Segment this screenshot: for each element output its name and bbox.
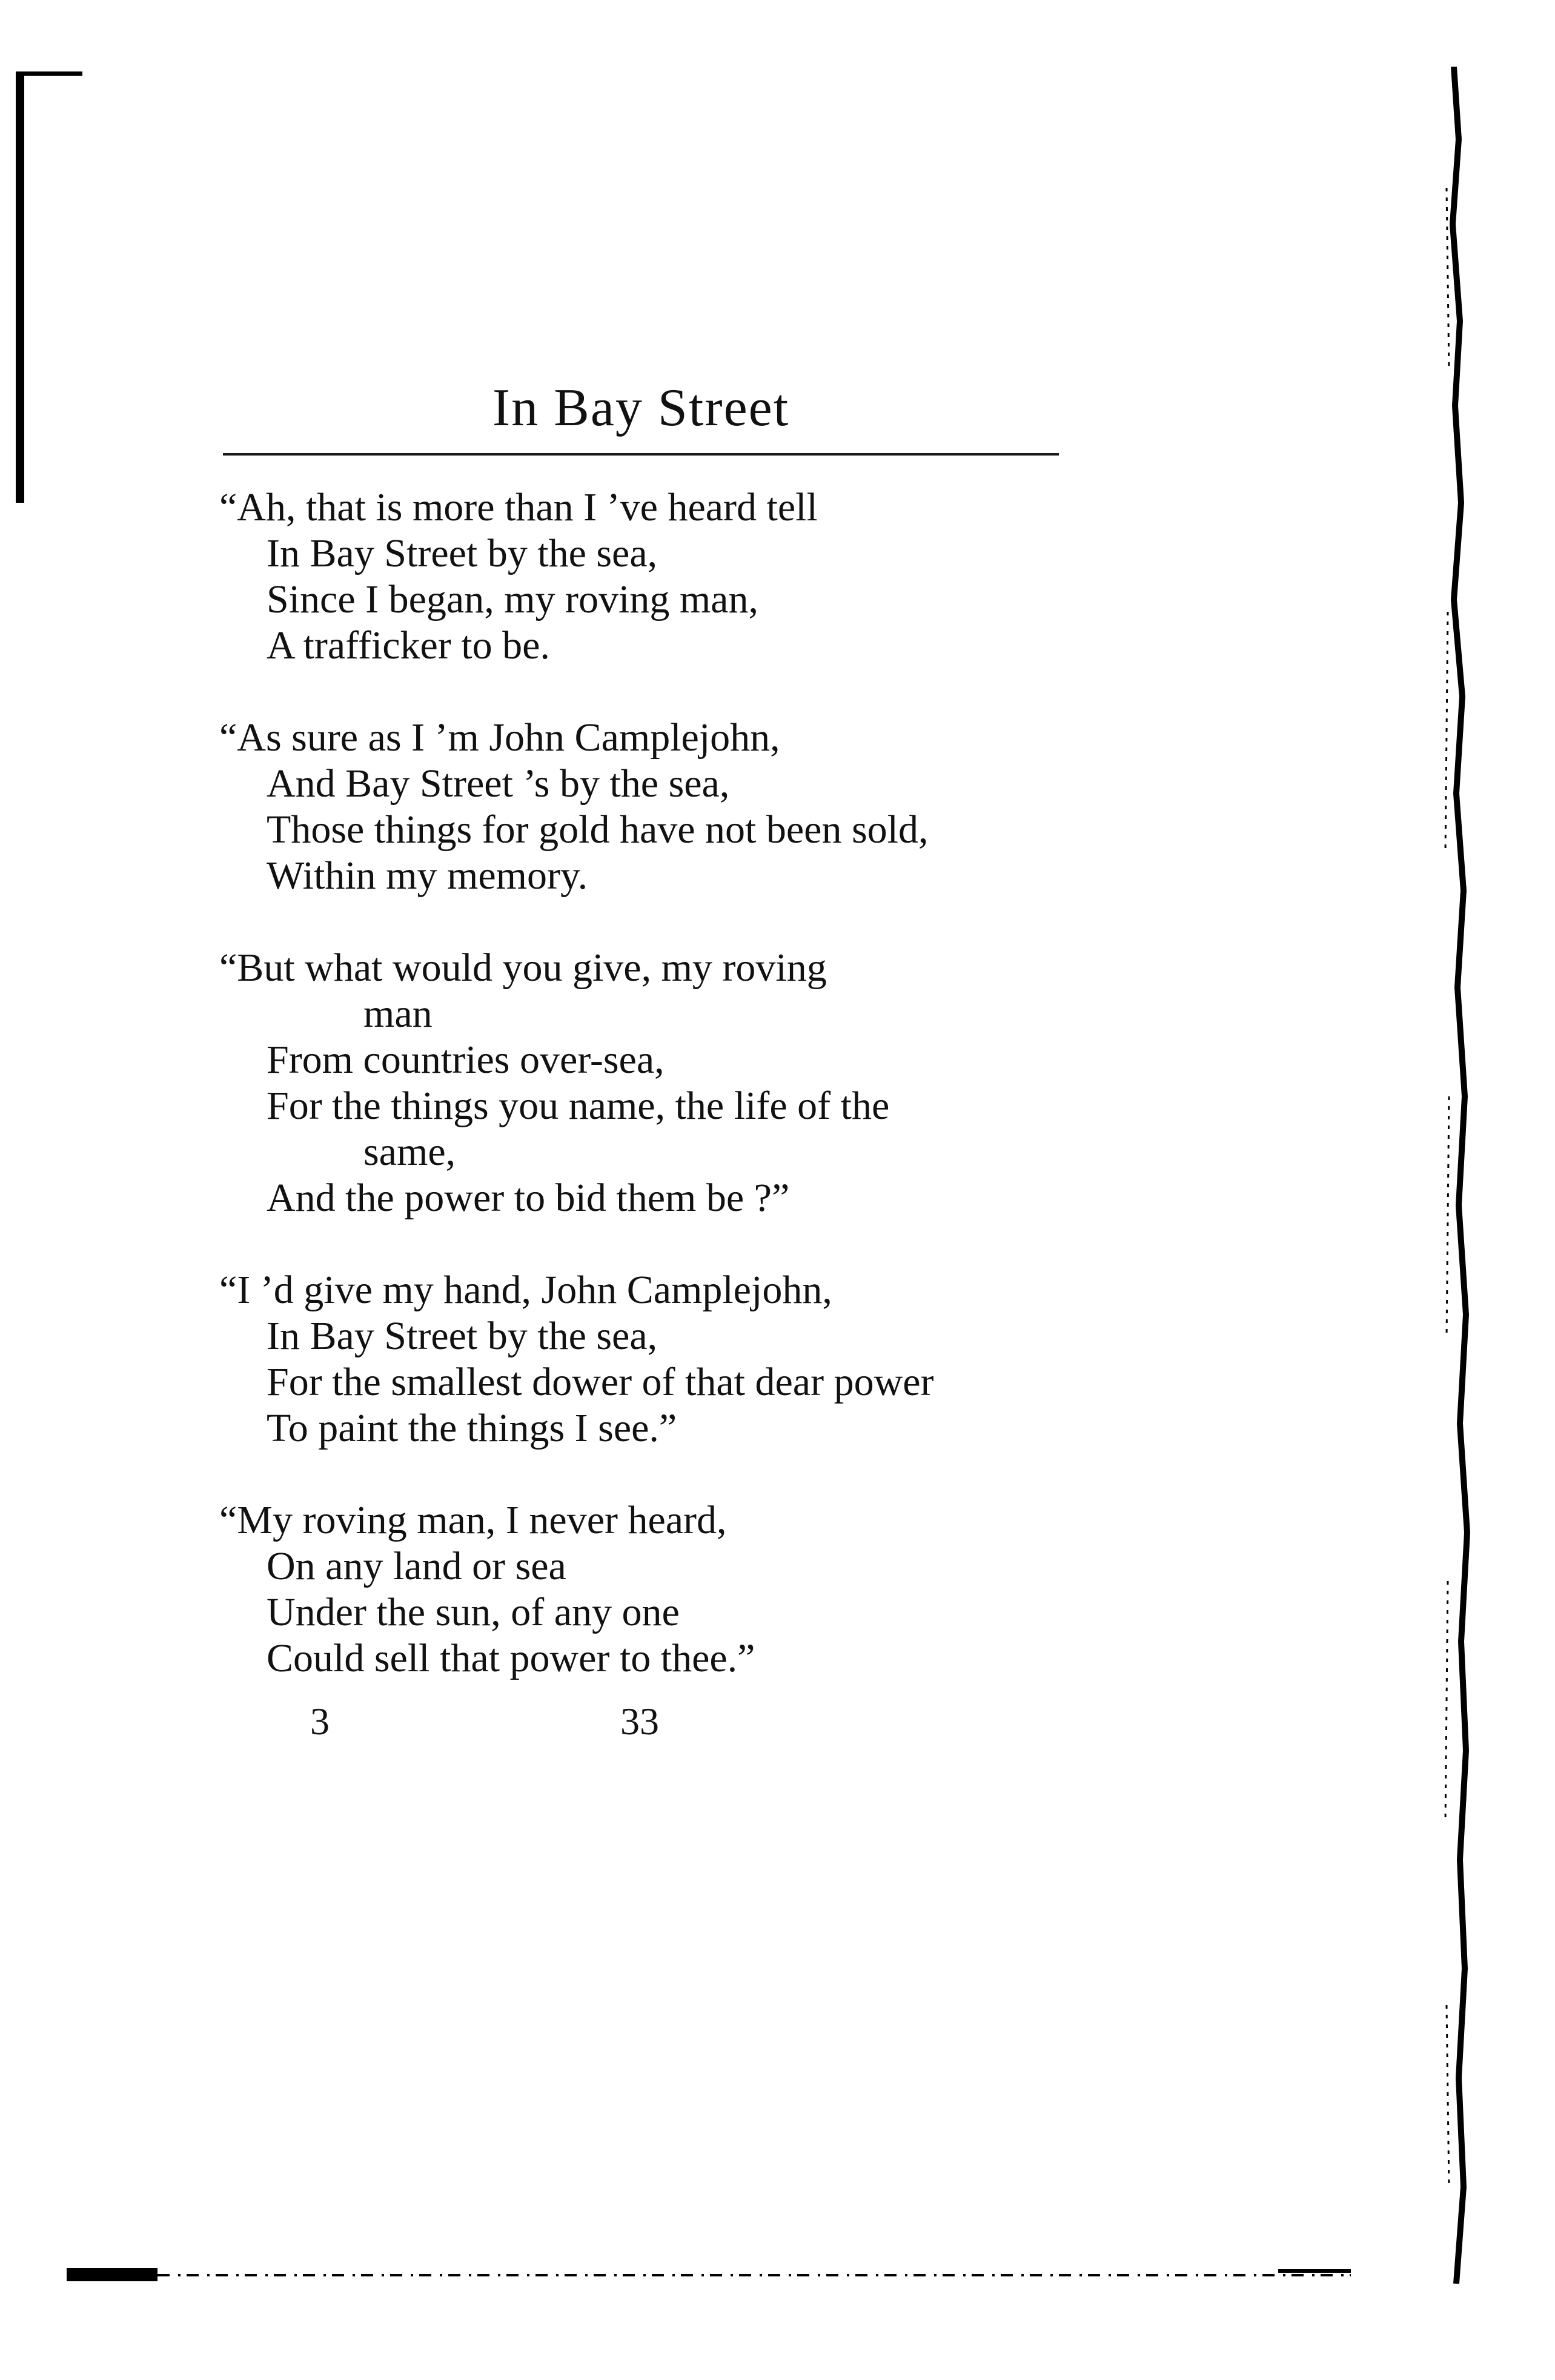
- poem-stanza: [219, 945, 1115, 1221]
- poem-line: In Bay Street by the sea,: [267, 531, 658, 575]
- page-number: 33: [620, 1700, 659, 1743]
- poem-line: For the things you name, the life of the: [267, 1084, 890, 1128]
- poem-stanza: [219, 1497, 1115, 1682]
- torn-page-edge: [1442, 67, 1472, 2284]
- poem-line: “As sure as I ’m John Camplejohn,: [219, 715, 780, 760]
- poem-line: On any land or sea: [267, 1544, 566, 1588]
- poem-stanza: [219, 715, 1115, 899]
- title-rule: [223, 453, 1059, 456]
- poem-line: Could sell that power to thee.”: [267, 1636, 755, 1680]
- poem-line: Those things for gold have not been sold,: [267, 807, 929, 852]
- poem-line: “I ’d give my hand, John Camplejohn,: [219, 1268, 832, 1312]
- poem-stanza: [219, 1267, 1115, 1451]
- poem-line: A trafficker to be.: [267, 623, 550, 668]
- signature-mark: 3: [310, 1700, 330, 1743]
- poem-body: [219, 485, 1115, 1728]
- poem-line: From countries over-sea,: [267, 1038, 665, 1082]
- poem-line: Within my memory.: [267, 854, 588, 898]
- poem-line: Since I began, my roving man,: [267, 577, 758, 622]
- scan-edge-band: [67, 2262, 1351, 2292]
- poem-line: In Bay Street by the sea,: [267, 1314, 658, 1358]
- binding-mark-tick: [16, 71, 82, 76]
- binding-mark: [16, 71, 24, 503]
- poem-line: And the power to bid them be ?”: [267, 1176, 790, 1220]
- poem-line: Under the sun, of any one: [267, 1590, 680, 1634]
- poem-line: “My roving man, I never heard,: [219, 1498, 727, 1542]
- poem-line: “Ah, that is more than I ’ve heard tell: [219, 485, 818, 529]
- poem-line: For the smallest dower of that dear power: [267, 1360, 934, 1404]
- poem-line: same,: [363, 1130, 456, 1174]
- poem-line: And Bay Street ’s by the sea,: [267, 761, 730, 806]
- poem-stanza: [219, 485, 1115, 669]
- page-title: In Bay Street: [492, 379, 790, 437]
- poem-line: “But what would you give, my roving: [219, 946, 827, 990]
- poem-line: man: [363, 992, 433, 1036]
- poem-line: To paint the things I see.”: [267, 1406, 677, 1450]
